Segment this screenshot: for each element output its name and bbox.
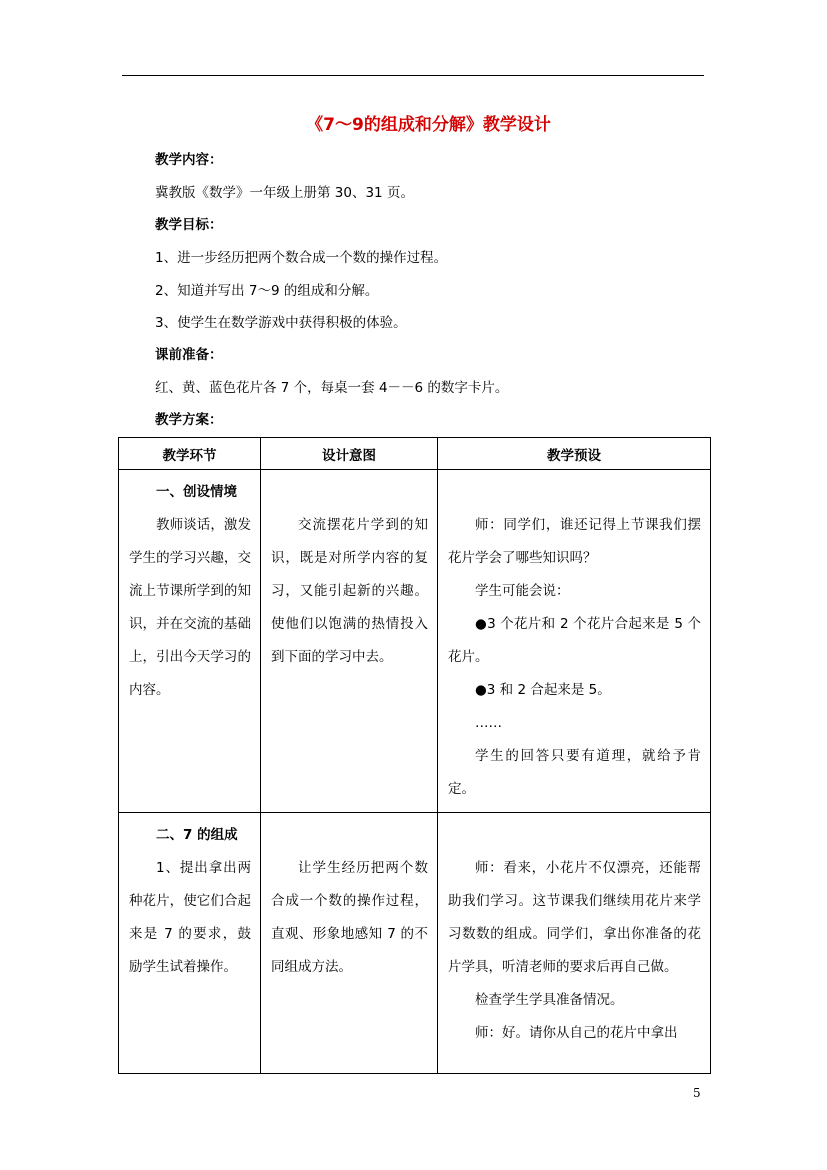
section-title: 二、7 的组成: [156, 827, 238, 843]
goal-item: 1、进一步经历把两个数合成一个数的操作过程。: [155, 250, 448, 266]
step-text: 1、提出拿出两种花片，使它们合起来是 7 的要求，鼓励学生试着操作。: [129, 860, 251, 975]
goal-item: 2、知道并写出 7～9 的组成和分解。: [155, 283, 379, 299]
preset-cell: [438, 813, 711, 1074]
preset-line: ●3 和 2 合起来是 5。: [475, 682, 611, 698]
preset-line: ……: [475, 715, 502, 731]
goals-heading: 教学目标：: [155, 217, 223, 233]
document-title: 《7～9的组成和分解》教学设计: [306, 115, 551, 135]
column-header: 教学预设: [438, 438, 711, 470]
intent-text: 让学生经历把两个数合成一个数的操作过程，直观、形象地感知 7 的不同组成方法。: [271, 860, 428, 975]
plan-heading: 教学方案：: [155, 412, 223, 428]
preset-line: 检查学生学具准备情况。: [475, 992, 624, 1008]
goal-item: 3、使学生在数学游戏中获得积极的体验。: [155, 315, 407, 331]
preset-line: 师：好。请你从自己的花片中拿出: [475, 1025, 678, 1041]
table-row: [119, 470, 711, 813]
step-cell: [119, 813, 261, 1074]
prep-heading: 课前准备：: [155, 347, 223, 363]
preset-line: 师：同学们，谁还记得上节课我们摆花片学会了哪些知识吗？: [448, 517, 701, 566]
section-title: 一、创设情境: [156, 484, 237, 500]
content-heading: 教学内容：: [155, 152, 223, 168]
page-number: 5: [693, 1086, 701, 1100]
step-cell: [119, 470, 261, 813]
preset-line: 学生的回答只要有道理，就给予肯定。: [448, 748, 701, 797]
table-header-row: [119, 438, 711, 470]
column-header: 教学环节: [119, 438, 261, 470]
intent-text: 交流摆花片学到的知识，既是对所学内容的复习，又能引起新的兴趣。使他们以饱满的热情投入到下面的学习中去。: [271, 517, 428, 665]
lesson-plan-table: [118, 437, 711, 1074]
intent-cell: [261, 470, 438, 813]
preset-line: ●3 个花片和 2 个花片合起来是 5 个花片。: [448, 616, 701, 665]
prep-text: 红、黄、蓝色花片各 7 个，每桌一套 4－－6 的数字卡片。: [155, 380, 509, 396]
preset-cell: [438, 470, 711, 813]
header-rule: [122, 75, 704, 76]
step-text: 教师谈话，激发学生的学习兴趣，交流上节课所学到的知识，并在交流的基础上，引出今天学习的内容。: [129, 517, 251, 698]
column-header: 设计意图: [261, 438, 438, 470]
preset-line: 师：看来，小花片不仅漂亮，还能帮助我们学习。这节课我们继续用花片来学习数数的组成。同学们，拿出你准备的花片学具，听清老师的要求后再自己做。: [448, 860, 701, 975]
intent-cell: [261, 813, 438, 1074]
table-row: [119, 813, 711, 1074]
preset-line: 学生可能会说：: [475, 583, 570, 599]
content-text: 冀教版《数学》一年级上册第 30、31 页。: [155, 185, 414, 201]
